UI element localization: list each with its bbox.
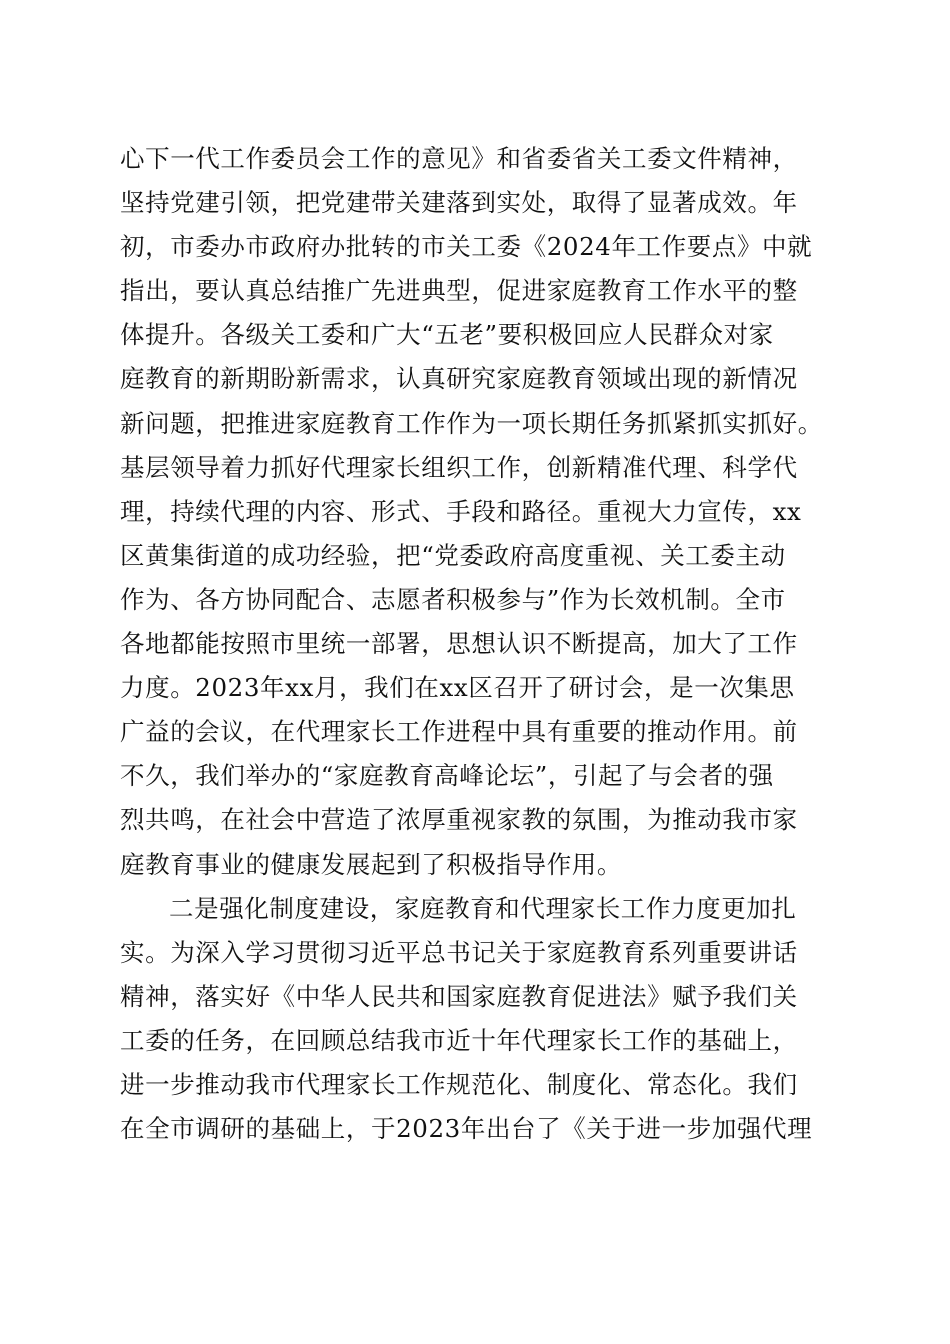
text-line: 进一步推动我市代理家长工作规范化、制度化、常态化。我们 [120,1069,798,1099]
text-line: 力度。2023年xx月，我们在xx区召开了研讨会，是一次集思 [120,673,795,703]
text-line: 精神，落实好《中华人民共和国家庭教育促进法》赋予我们关 [120,981,798,1011]
text-line: 不久，我们举办的“家庭教育高峰论坛”，引起了与会者的强 [120,761,774,791]
text-line: 各地都能按照市里统一部署，思想认识不断提高，加大了工作 [120,629,798,659]
text-line: 作为、各方协同配合、志愿者积极参与”作为长效机制。全市 [120,584,786,614]
text-line: 体提升。各级关工委和广大“五老”要积极回应人民群众对家 [120,320,774,350]
body-text [120,137,840,1151]
text-line: 庭教育的新期盼新需求，认真研究家庭教育领域出现的新情况 [120,364,798,394]
text-line: 坚持党建引领，把党建带关建落到实处，取得了显著成效。年 [120,188,798,218]
text-line: 广益的会议，在代理家长工作进程中具有重要的推动作用。前 [120,717,798,747]
text-line: 新问题，把推进家庭教育工作作为一项长期任务抓紧抓实抓好。 [120,408,823,438]
text-line: 区黄集街道的成功经验，把“党委政府高度重视、关工委主动 [120,540,786,570]
text-line: 在全市调研的基础上，于2023年出台了《关于进一步加强代理 [120,1114,813,1144]
text-line: 心下一代工作委员会工作的意见》和省委省关工委文件精神， [120,144,798,173]
text-line: 工委的任务，在回顾总结我市近十年代理家长工作的基础上， [120,1025,798,1055]
text-line: 指出，要认真总结推广先进典型，促进家庭教育工作水平的整 [120,276,798,306]
text-line: 理，持续代理的内容、形式、手段和路径。重视大力宣传，xx [120,496,802,526]
paragraph-start-line: 二是强化制度建设，家庭教育和代理家长工作力度更加扎 [169,893,797,923]
text-line: 庭教育事业的健康发展起到了积极指导作用。 [120,849,622,879]
text-line: 烈共鸣，在社会中营造了浓厚重视家教的氛围，为推动我市家 [120,805,798,835]
text-line: 基层领导着力抓好代理家长组织工作，创新精准代理、科学代 [120,452,798,482]
text-line: 初，市委办市政府办批转的市关工委《2024年工作要点》中就 [120,232,813,262]
text-line: 实。为深入学习贯彻习近平总书记关于家庭教育系列重要讲话 [120,937,798,967]
